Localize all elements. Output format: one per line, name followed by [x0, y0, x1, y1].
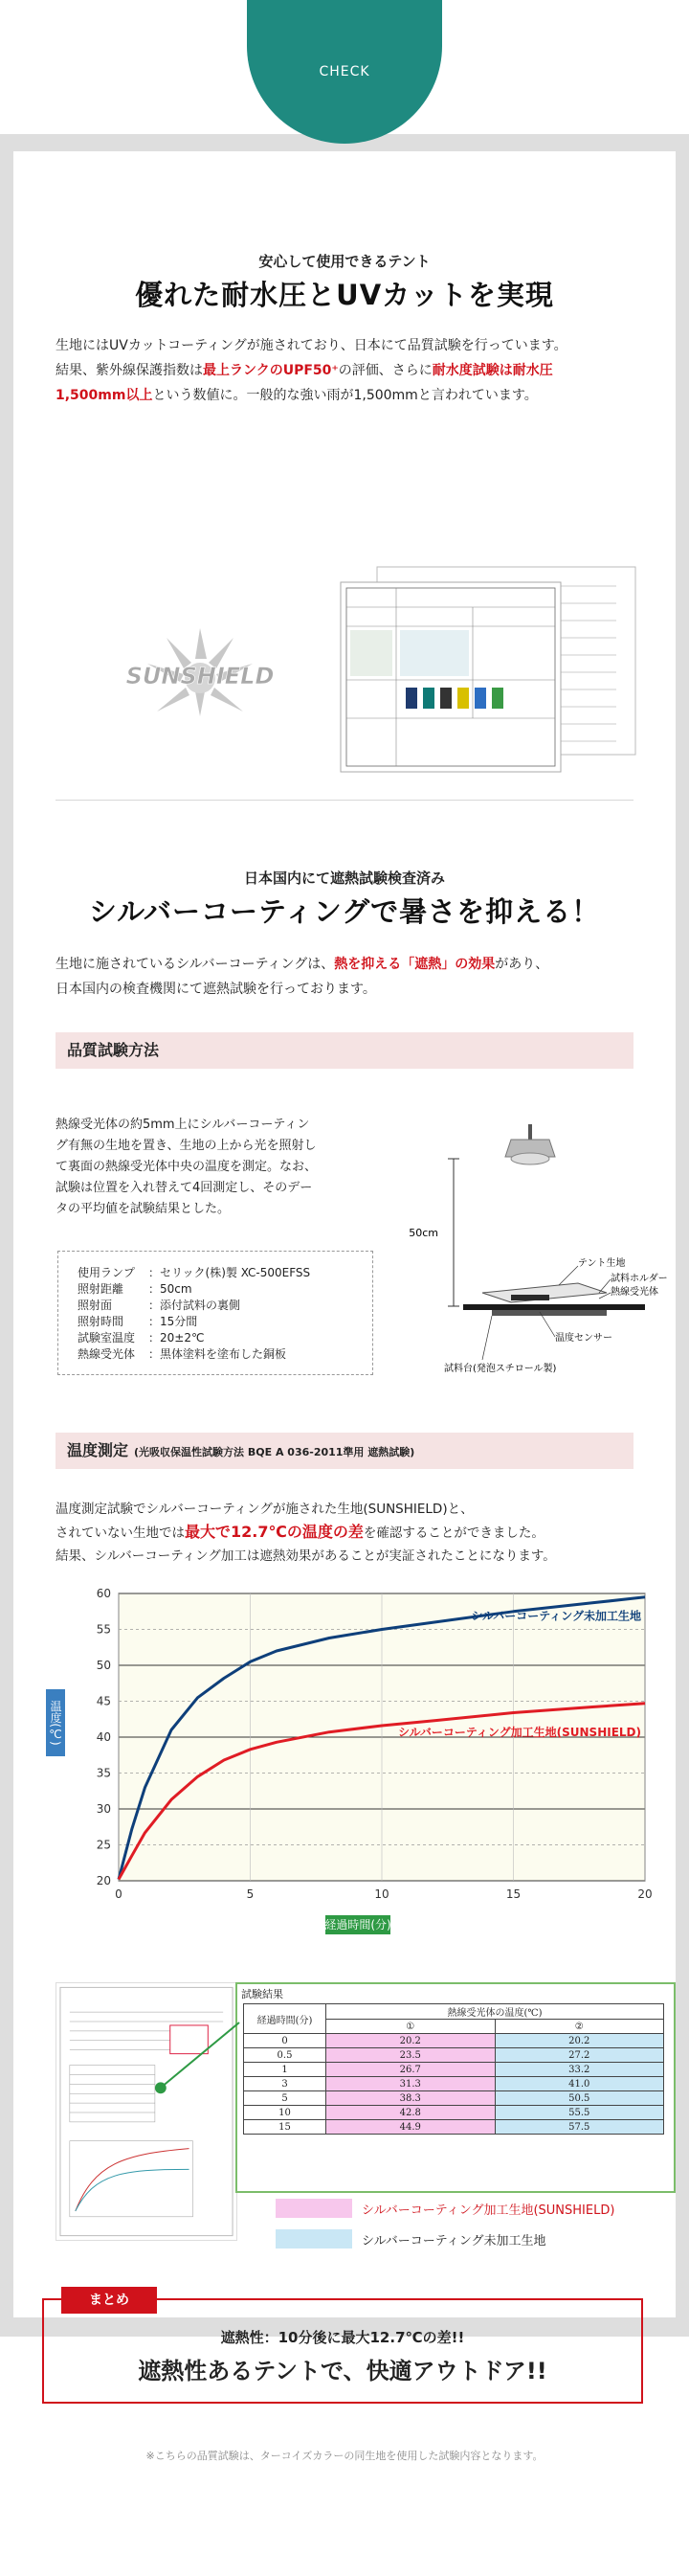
quality-desc-line: 試験は位置を入れ替えて4回測定し、そのデー	[56, 1181, 313, 1195]
callout-connector	[157, 2019, 243, 2095]
x-tick-label: 10	[374, 1887, 389, 1901]
quality-desc-line: タの平均値を試験結果とした。	[56, 1202, 231, 1216]
section1-line3: 1,500mm以上という数値に。一般的な強い雨が1,500mmと言われています。	[56, 388, 538, 403]
y-tick-label: 35	[96, 1766, 111, 1780]
summary-title: 遮熱性あるテントで、快適アウトドア!!	[138, 2358, 547, 2384]
series-label: シルバーコーティング加工生地(SUNSHIELD)	[397, 1726, 641, 1739]
test-report-documents	[339, 565, 643, 776]
x-axis-label: 経過時間(分)	[324, 1918, 391, 1932]
results-table	[243, 2003, 664, 2135]
max-temp-difference: 最大で12.7℃の温度の差	[185, 1523, 364, 1541]
section1-description	[56, 333, 649, 408]
quality-test-band: 品質試験方法	[56, 1032, 633, 1069]
table-row: 0 20.2 20.2	[244, 2034, 664, 2048]
test-setup-diagram	[387, 1124, 668, 1383]
receiver-label: 熱線受光体	[611, 1287, 658, 1298]
x-tick-label: 0	[115, 1887, 122, 1901]
content-card	[13, 151, 676, 2462]
quality-desc-line: て裏面の熱線受光体中央の温度を測定。なお、	[56, 1160, 318, 1174]
holder-label: 試料ホルダー	[611, 1274, 668, 1284]
spec-row: 照射距離 ：50cm	[78, 1282, 192, 1296]
col2-header: ②	[495, 2020, 664, 2034]
section2-line1: 生地に施されているシルバーコーティングは、熱を抑える「遮熱」の効果があり、	[56, 957, 549, 972]
legend-swatch-blue	[276, 2229, 352, 2248]
col-temp-header: 熱線受光体の温度(℃)	[326, 2004, 664, 2020]
section2-description	[56, 952, 649, 1002]
sensor-label: 温度センサー	[555, 1333, 612, 1344]
temperature-band	[56, 1433, 633, 1469]
table-row: 3 31.3 41.0	[244, 2077, 664, 2091]
legend-coated	[276, 2199, 614, 2218]
legend-coated-label: シルバーコーティング加工生地(SUNSHIELD)	[362, 2203, 615, 2218]
y-tick-label: 30	[96, 1802, 111, 1816]
section1-subtitle: 安心して使用できるテント	[258, 253, 431, 270]
y-tick-label: 20	[96, 1874, 111, 1887]
quality-desc-line: 熱線受光体の約5mm上にシルバーコーティン	[56, 1118, 310, 1132]
results-table-title: 試験結果	[241, 1988, 283, 2000]
temperature-description	[56, 1498, 668, 1568]
footnote: ※こちらの品質試験は、ターコイズカラーの同生地を使用した試験内容となります。	[145, 2450, 544, 2462]
legend-uncoated-label: シルバーコーティング未加工生地	[362, 2233, 546, 2248]
water-test-text: 耐水度試験は耐水圧	[432, 363, 553, 378]
temperature-band-note: (光吸収保温性試験方法 BQE A 036-2011準用 遮熱試験)	[134, 1446, 415, 1458]
section2-title: シルバーコーティングで暑さを抑える！	[88, 895, 601, 928]
y-tick-label: 25	[96, 1838, 111, 1852]
results-table-panel	[235, 1982, 676, 2193]
table-row: 5 38.3 50.5	[244, 2091, 664, 2106]
distance-label: 50cm	[409, 1227, 438, 1239]
content-frame	[0, 134, 689, 2462]
section1-title: 優れた耐水圧とUVカットを実現	[135, 279, 554, 311]
col-time-header: 経過時間(分)	[244, 2004, 326, 2034]
temperature-band-label: 温度測定	[67, 1441, 129, 1459]
temperature-line1: 温度測定試験でシルバーコーティングが施された生地(SUNSHIELD)と、	[56, 1502, 474, 1517]
summary-subtitle: 遮熱性：10分後に最大12.7℃の差!!	[220, 2329, 465, 2346]
spec-row: 使用ランプ ：セリック(株)製 XC-500EFSS	[78, 1266, 311, 1279]
heat-shield-effect: 熱を抑える「遮熱」の効果	[334, 957, 496, 972]
x-tick-label: 20	[637, 1887, 653, 1901]
section-divider	[56, 800, 633, 801]
tent-fabric-label: テント生地	[578, 1258, 626, 1269]
y-tick-label: 60	[96, 1587, 111, 1600]
spec-row: 照射時間 ：15分間	[78, 1315, 198, 1328]
stand-label: 試料台(発泡スチロール製)	[444, 1364, 557, 1374]
x-tick-label: 15	[505, 1887, 522, 1901]
upf-rating: 最上ランクのUPF50⁺	[203, 363, 339, 378]
col1-header: ①	[326, 2020, 496, 2034]
x-tick-label: 5	[246, 1887, 255, 1901]
summary-tag: まとめ	[61, 2287, 157, 2314]
table-row: 0.5 23.5 27.2	[244, 2048, 664, 2063]
y-tick-label: 45	[96, 1694, 111, 1708]
check-badge: CHECK	[247, 0, 442, 144]
section2-line2: 日本国内の検査機関にて遮熱試験を行っております。	[56, 982, 376, 997]
quality-test-description	[56, 1115, 381, 1220]
sunshield-logo	[100, 621, 300, 726]
series-label: シルバーコーティング未加工生地	[471, 1609, 641, 1623]
section1-line1: 生地にはUVカットコーティングが施されており、日本にて品質試験を行っています。	[56, 338, 567, 353]
spec-row: 試験室温度 ：20±2℃	[78, 1331, 205, 1344]
table-row: 15 44.9 57.5	[244, 2120, 664, 2135]
temperature-line2: されていない生地では最大で12.7℃の温度の差を確認することができました。	[56, 1523, 545, 1541]
water-pressure-value: 1,500mm以上	[56, 388, 153, 403]
legend-swatch-pink	[276, 2199, 352, 2218]
y-axis-label: 温度(℃)	[49, 1700, 62, 1746]
spec-row: 熱線受光体 ：黒体塗料を塗布した銅板	[78, 1347, 287, 1361]
test-spec-box	[57, 1251, 373, 1375]
y-tick-label: 40	[96, 1730, 111, 1744]
summary-box	[42, 2293, 643, 2404]
quality-desc-line: グ有無の生地を置き、生地の上から光を照射し	[56, 1139, 317, 1153]
spec-row: 照射面 ：添付試料の裏側	[78, 1299, 241, 1312]
temperature-line3: 結果、シルバーコーティング加工は遮熱効果があることが実証されたことになります。	[56, 1548, 556, 1564]
table-row: 1 26.7 33.2	[244, 2063, 664, 2077]
y-tick-label: 55	[96, 1622, 111, 1637]
svg-text:SUNSHIELD: SUNSHIELD	[125, 663, 275, 689]
table-row: 10 42.8 55.5	[244, 2106, 664, 2120]
temperature-chart	[42, 1584, 655, 1948]
section1-line2: 結果、紫外線保護指数は最上ランクのUPF50⁺の評価、さらに耐水度試験は耐水圧	[56, 363, 553, 378]
y-tick-label: 50	[96, 1659, 111, 1672]
legend-uncoated	[276, 2229, 545, 2248]
section2-subtitle: 日本国内にて遮熱試験検査済み	[243, 870, 445, 887]
